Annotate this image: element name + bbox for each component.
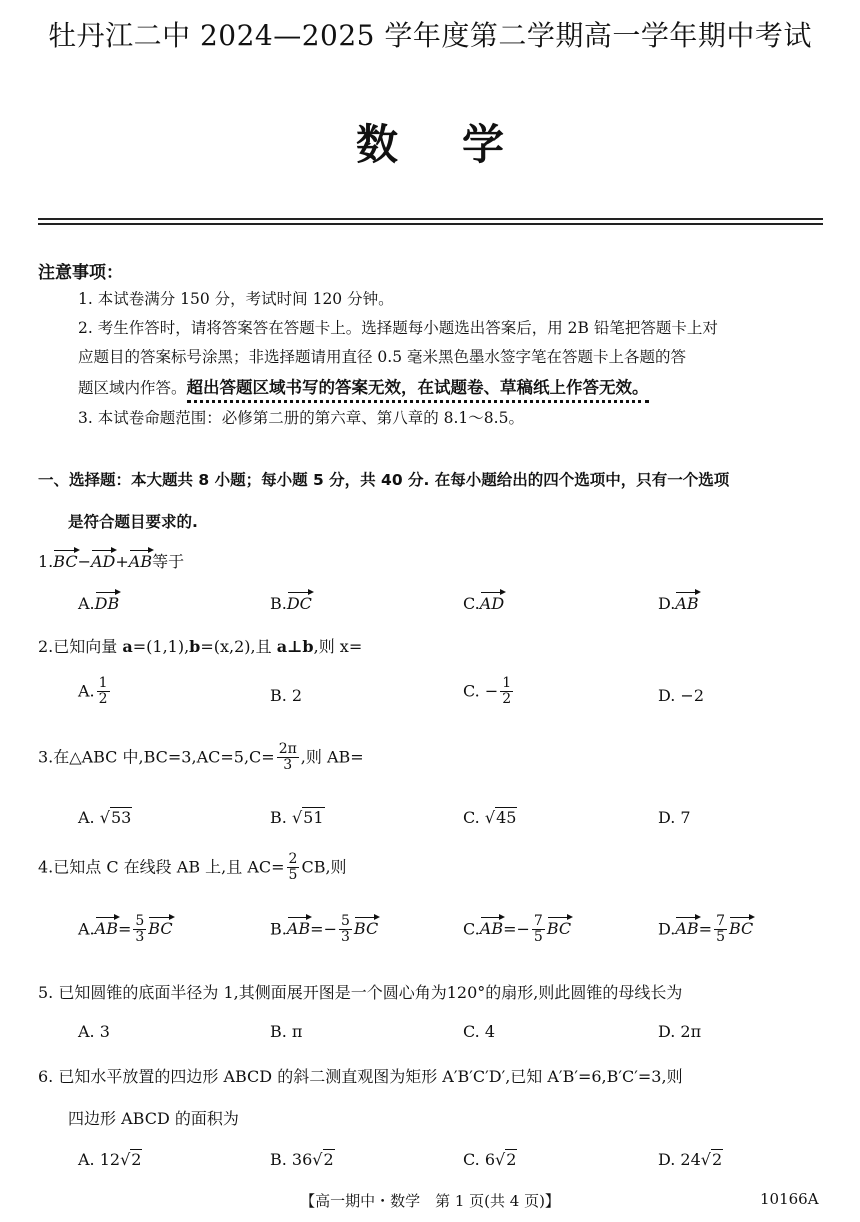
option-vector: AB <box>675 590 698 613</box>
vector-b: b <box>189 637 201 656</box>
page-footer: 【高一期中・数学 第 1 页(共 4 页)】 <box>300 1192 560 1210</box>
radicand: 45 <box>496 808 517 827</box>
q6-option-a <box>78 1150 142 1169</box>
fraction <box>714 914 727 946</box>
option-label: C. 6 <box>463 1150 496 1169</box>
sqrt-sign: √2 <box>495 1150 517 1169</box>
denominator: 2 <box>98 691 108 708</box>
divider-bottom <box>38 223 823 225</box>
vector-ad: AD <box>91 548 115 571</box>
question-text: 在△ABC 中,BC=3,AC=5,C= <box>53 747 275 767</box>
option-vector: DC <box>287 590 312 613</box>
option-label: A. <box>78 808 95 827</box>
option-vector: BC <box>354 915 378 938</box>
notice-item-3: 3. 本试卷命题范围：必修第二册的第六章、第八章的 8.1～8.5。 <box>78 409 524 427</box>
radicand: 2 <box>712 1150 723 1169</box>
numerator: 2 <box>288 851 298 867</box>
option-vector: BC <box>547 915 571 938</box>
option-label: B. <box>270 594 287 613</box>
divider-top <box>38 218 823 220</box>
operator: + <box>115 552 129 571</box>
q6-option-c <box>463 1150 517 1169</box>
question-2 <box>38 634 362 657</box>
fraction <box>97 676 110 708</box>
numerator: 5 <box>340 913 350 929</box>
exam-title: 牡丹江二中 2024—2025 学年度第二学期高一学年期中考试 <box>48 19 812 52</box>
q2-option-b: B. 2 <box>270 686 303 705</box>
subject-title: 数学 <box>355 120 568 169</box>
fraction <box>500 676 513 708</box>
notice-item-2: 2. 考生作答时，请将答案答在答题卡上。选择题每小题选出答案后，用 2B 铅笔把答题卡上对 <box>78 319 718 337</box>
fraction <box>532 914 545 946</box>
sqrt-sign: √45 <box>484 808 517 827</box>
sqrt-sign: √53 <box>99 808 132 827</box>
question-text: 已知向量 <box>53 637 123 656</box>
section-heading-cont: 是符合题目要求的. <box>68 513 198 531</box>
question-text: 已知点 C 在线段 AB 上,且 AC= <box>53 857 285 877</box>
question-1 <box>38 548 184 572</box>
q1-option-a <box>78 590 119 613</box>
denominator: 5 <box>716 929 725 946</box>
fraction <box>339 914 352 946</box>
q4-option-c <box>463 914 571 946</box>
numerator: 7 <box>533 913 543 929</box>
option-label: D. 24 <box>658 1150 701 1169</box>
q2-option-c <box>463 676 515 708</box>
q1-option-c <box>463 590 504 613</box>
equals: = <box>117 919 132 939</box>
numerator: 1 <box>98 675 108 691</box>
question-6: 6. 已知水平放置的四边形 ABCD 的斜二测直观图为矩形 A′B′C′D′,已知 A′B′=6,B′C′=3,则 <box>38 1067 683 1086</box>
q1-option-d <box>658 590 699 613</box>
question-text: 等于 <box>152 552 185 571</box>
option-label: C. − <box>463 681 499 701</box>
equals: =− <box>503 919 530 939</box>
numerator: 2π <box>278 741 297 757</box>
option-vector: AB <box>95 915 118 938</box>
option-vector: BC <box>148 915 172 938</box>
question-number: 4. <box>38 857 54 877</box>
vector-bc: BC <box>53 548 77 571</box>
numerator: 1 <box>502 675 512 691</box>
perp-relation: a⊥b <box>276 637 314 656</box>
question-3 <box>38 742 364 774</box>
q1-option-b <box>270 590 312 613</box>
equals: =− <box>310 919 337 939</box>
section-heading: 一、选择题：本大题共 8 小题；每小题 5 分，共 40 分. 在每小题给出的四个选项中，只有一个选项 <box>38 471 730 489</box>
option-vector: DB <box>95 590 120 613</box>
q3-option-b <box>270 808 325 827</box>
fraction <box>287 852 300 884</box>
option-label: C. <box>463 594 480 613</box>
option-label: C. <box>463 919 480 939</box>
paper-code: 10166A <box>760 1190 819 1208</box>
question-4 <box>38 852 347 884</box>
q5-option-c: C. 4 <box>463 1022 496 1041</box>
notice-emphasis: 超出答题区域书写的答案无效，在试题卷、草稿纸上作答无效。 <box>187 378 649 403</box>
denominator: 2 <box>502 691 512 708</box>
denominator: 3 <box>135 929 145 946</box>
denominator: 3 <box>340 929 350 946</box>
option-vector: AB <box>287 915 310 938</box>
q6-option-d <box>658 1150 723 1169</box>
option-label: C. <box>463 808 480 827</box>
q6-option-b <box>270 1150 335 1169</box>
q3-option-d: D. 7 <box>658 808 691 827</box>
question-number: 1. <box>38 552 54 571</box>
sqrt-sign: √2 <box>312 1150 334 1169</box>
denominator: 5 <box>288 867 298 884</box>
q5-option-b: B. π <box>270 1022 303 1041</box>
q5-option-a: A. 3 <box>78 1022 110 1041</box>
question-text: =(1,1), <box>132 637 190 656</box>
question-number: 3. <box>38 747 54 767</box>
q2-option-d: D. −2 <box>658 686 705 705</box>
q5-option-d: D. 2π <box>658 1022 702 1041</box>
option-label: A. 12 <box>78 1150 121 1169</box>
question-5: 5. 已知圆锥的底面半径为 1,其侧面展开图是一个圆心角为120°的扇形,则此圆锥的母线长为 <box>38 983 683 1002</box>
question-text: =(x,2),且 <box>200 637 277 656</box>
operator: − <box>77 552 91 571</box>
q4-option-b <box>270 914 378 946</box>
notice-item-2-end <box>78 380 649 397</box>
sqrt-sign: √2 <box>120 1150 142 1169</box>
option-vector: BC <box>729 915 753 938</box>
q3-option-a <box>78 808 132 827</box>
sqrt-sign: √51 <box>291 808 324 827</box>
fraction <box>133 914 146 946</box>
option-label: B. <box>270 808 287 827</box>
q3-option-c <box>463 808 517 827</box>
question-text: ,则 x= <box>313 637 363 656</box>
vector-a: a <box>122 637 133 656</box>
radicand: 2 <box>323 1150 334 1169</box>
option-vector: AB <box>480 915 503 938</box>
notice-text: 题区域内作答。 <box>78 379 187 397</box>
numerator: 5 <box>135 913 145 929</box>
radicand: 53 <box>110 808 132 827</box>
option-label: D. <box>658 919 676 939</box>
question-number: 2. <box>38 637 54 656</box>
q2-option-a <box>78 676 112 708</box>
option-label: A. <box>78 681 95 701</box>
question-text: CB,则 <box>301 857 347 877</box>
option-vector: AB <box>675 915 698 938</box>
option-label: A. <box>78 919 95 939</box>
notice-item-2-cont: 应题目的答案标号涂黑；非选择题请用直径 0.5 毫米黑色墨水签字笔在答题卡上各题的答 <box>78 348 687 366</box>
radicand: 2 <box>131 1150 142 1169</box>
notice-item-1: 1. 本试卷满分 150 分，考试时间 120 分钟。 <box>78 290 394 308</box>
option-label: B. <box>270 919 287 939</box>
denominator: 3 <box>283 757 293 774</box>
denominator: 5 <box>533 929 543 946</box>
equals: = <box>698 919 713 939</box>
question-6-cont: 四边形 ABCD 的面积为 <box>68 1109 239 1128</box>
question-text: ,则 AB= <box>300 747 364 767</box>
notice-heading: 注意事项： <box>38 263 123 283</box>
option-label: B. 36 <box>270 1150 313 1169</box>
fraction <box>277 742 299 774</box>
option-vector: AD <box>480 590 504 613</box>
numerator: 7 <box>716 913 725 929</box>
radicand: 2 <box>506 1150 517 1169</box>
option-label: D. <box>658 594 676 613</box>
vector-ab: AB <box>129 548 152 571</box>
radicand: 51 <box>303 808 324 827</box>
q4-option-d <box>658 914 753 946</box>
q4-option-a <box>78 914 173 946</box>
option-label: A. <box>78 594 95 613</box>
sqrt-sign: √2 <box>700 1150 723 1169</box>
